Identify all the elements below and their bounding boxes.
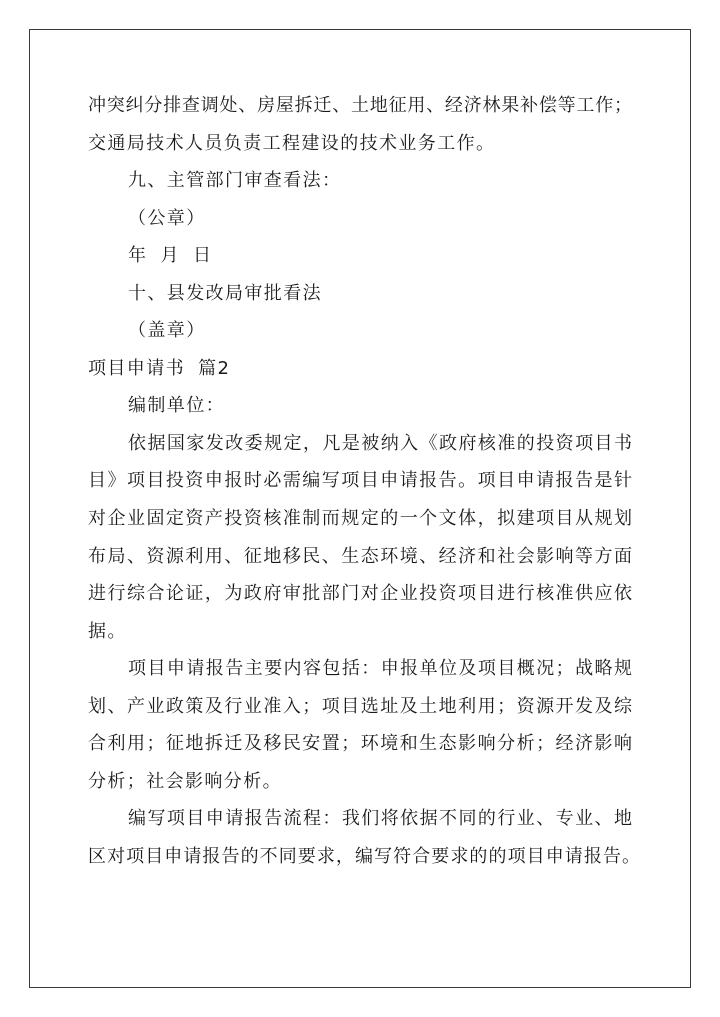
date-line: 年 月 日 [128,245,213,267]
section-9 [88,162,648,275]
section-10 [88,275,648,350]
section-9-heading: 九、主管部门审查看法： [128,170,342,192]
text-line: 依据国家发改委规定，凡是被纳入《政府核准的投资项目书 [128,432,632,454]
text-line: 布局、资源利用、征地移民、生态环境、经济和社会影响等方面 [88,545,632,567]
text-line: 合利用；征地拆迁及移民安置；环境和生态影响分析；经济影响 [88,733,632,755]
article [88,350,648,876]
paragraph [88,425,648,650]
prepared-by-label: 编制单位： [128,395,225,417]
section-10-heading: 十、县发改局审批看法 [128,282,322,304]
text-line: 分析；社会影响分析。 [88,770,282,792]
seal-note: （盖章） [128,320,206,342]
text-line: 据。 [88,620,127,642]
text-line: 目》项目投资申报时必需编写项目申请报告。项目申请报告是针 [88,470,632,492]
text-line: 项目申请报告主要内容包括：申报单位及项目概况；战略规 [128,658,632,680]
article-title: 项目申请书 篇2 [88,357,231,379]
paragraph [88,650,648,800]
text-line: 区对项目申请报告的不同要求，编写符合要求的的项目申请报告。 [88,845,640,867]
text-line: 冲突纠分排查调处、房屋拆迁、土地征用、经济林果补偿等工作； [88,95,632,116]
paragraph [88,800,648,875]
seal-note: （公章） [128,207,206,229]
text-line: 划、产业政策及行业准入；项目选址及土地利用；资源开发及综 [88,695,632,717]
text-line: 进行综合论证，为政府审批部门对企业投资项目进行核准供应依 [88,583,632,605]
document-body [88,87,648,875]
text-line: 对企业固定资产投资核准制而规定的一个文体，拟建项目从规划 [88,508,632,530]
text-line: 编写项目申请报告流程：我们将依据不同的行业、专业、地 [128,808,632,830]
text-line: 交通局技术人员负责工程建设的技术业务工作。 [88,132,496,154]
continuation-paragraph [88,87,648,162]
